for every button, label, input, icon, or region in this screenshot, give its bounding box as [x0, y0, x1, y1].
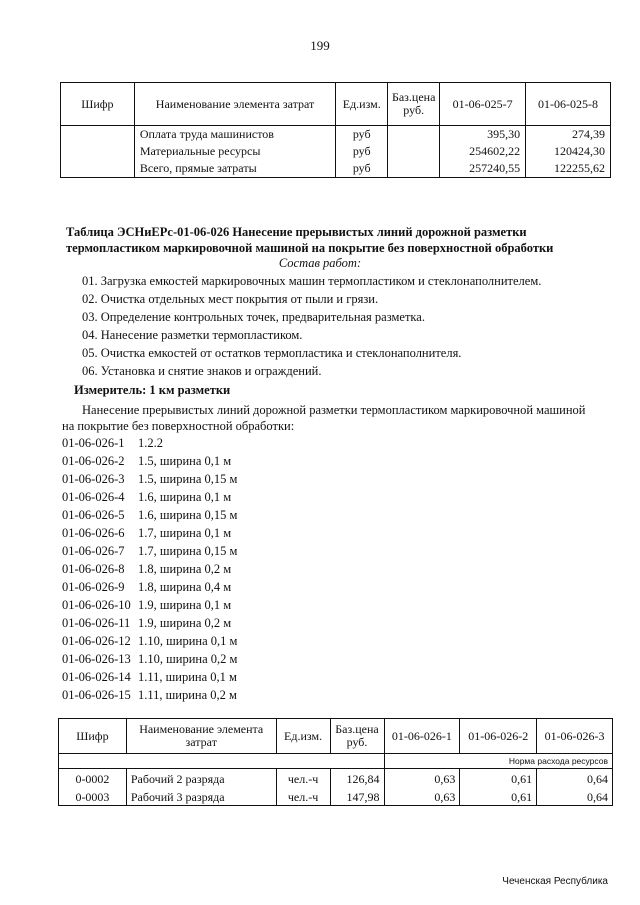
list-item	[62, 598, 231, 613]
table-row	[59, 787, 613, 806]
work-item: 03. Определение контрольных точек, предварительная разметка.	[82, 310, 425, 324]
header-code: Шифр	[59, 719, 127, 754]
description-line-1: Нанесение прерывистых линий дорожной разметки термопластиком маркировочной машиной	[82, 403, 586, 417]
row-code: 0-0003	[59, 787, 127, 806]
measure-unit: Измеритель: 1 км разметки	[74, 383, 231, 397]
header-base-price: Баз.цена руб.	[388, 83, 440, 126]
description	[62, 402, 614, 434]
work-item: 05. Очистка емкостей от остатков термопластика и стеклонаполнителя.	[82, 346, 462, 360]
row-name: Рабочий 2 разряда	[126, 769, 276, 788]
code: 01-06-026-7	[62, 544, 125, 558]
code-desc: 1.8, ширина 0,4 м	[138, 580, 232, 594]
list-item	[62, 508, 237, 523]
row-price	[388, 143, 440, 160]
list-item	[62, 562, 231, 577]
norm-label: Норма расхода ресурсов	[384, 754, 613, 769]
header-base-price: Баз.цена руб.	[330, 719, 384, 754]
code: 01-06-026-6	[62, 526, 125, 540]
code: 01-06-026-11	[62, 616, 131, 630]
list-item	[62, 472, 237, 487]
code-desc: 1.5, ширина 0,15 м	[138, 472, 238, 486]
header-unit: Ед.изм.	[336, 83, 388, 126]
resource-table-026	[58, 718, 613, 806]
code-desc: 1.7, ширина 0,15 м	[138, 544, 238, 558]
row-price: 147,98	[330, 787, 384, 806]
page-number: 199	[310, 38, 330, 53]
list-item	[62, 652, 237, 667]
section-subtitle: Состав работ:	[278, 256, 362, 270]
row-value-2: 0,61	[460, 787, 537, 806]
norm-row	[59, 754, 613, 769]
list-item	[62, 688, 237, 703]
code-desc: 1.2.2	[138, 436, 163, 450]
code-desc: 1.10, ширина 0,2 м	[138, 652, 238, 666]
work-item: 01. Загрузка емкостей маркировочных машин термопластиком и стеклонаполнителем.	[82, 274, 542, 288]
header-name: Наименование элемента затрат	[126, 719, 276, 754]
code-desc: 1.7, ширина 0,1 м	[138, 526, 232, 540]
table-header-row	[61, 83, 611, 126]
code: 01-06-026-9	[62, 580, 125, 594]
list-item	[62, 544, 237, 559]
work-item: 06. Установка и снятие знаков и ограждений.	[82, 364, 322, 378]
list-item	[62, 436, 163, 451]
list-item	[62, 670, 237, 685]
header-col-2: 01-06-025-8	[526, 83, 611, 126]
header-col-2: 01-06-026-2	[460, 719, 537, 754]
row-name: Всего, прямые затраты	[134, 160, 335, 178]
row-price: 126,84	[330, 769, 384, 788]
code: 01-06-026-13	[62, 652, 131, 666]
code: 01-06-026-15	[62, 688, 131, 702]
header-col-1: 01-06-025-7	[440, 83, 526, 126]
row-value-1: 0,63	[384, 769, 460, 788]
description-line-2: на покрытие без поверхностной обработки:	[62, 419, 295, 433]
list-item	[62, 616, 231, 631]
code: 01-06-026-8	[62, 562, 125, 576]
cost-table-025	[60, 82, 611, 178]
row-value-2: 274,39	[526, 126, 611, 144]
code-desc: 1.11, ширина 0,1 м	[138, 670, 237, 684]
row-value-1: 254602,22	[440, 143, 526, 160]
section-title	[66, 224, 586, 256]
list-item	[62, 490, 231, 505]
row-value-2: 120424,30	[526, 143, 611, 160]
table-row	[61, 160, 611, 178]
code-desc: 1.11, ширина 0,2 м	[138, 688, 237, 702]
row-unit: чел.-ч	[276, 769, 330, 788]
table-row	[61, 126, 611, 144]
list-item	[62, 634, 237, 649]
row-name: Оплата труда машинистов	[134, 126, 335, 144]
row-value-3: 0,64	[537, 769, 613, 788]
code: 01-06-026-1	[62, 436, 125, 450]
section-title-line-2: термопластиком маркировочной машиной на покрытие без поверхностной обработки	[66, 241, 554, 255]
code-desc: 1.9, ширина 0,2 м	[138, 616, 232, 630]
code-desc: 1.9, ширина 0,1 м	[138, 598, 232, 612]
header-name: Наименование элемента затрат	[134, 83, 335, 126]
row-value-3: 0,64	[537, 787, 613, 806]
row-value-1: 395,30	[440, 126, 526, 144]
row-price	[388, 160, 440, 178]
row-name: Рабочий 3 разряда	[126, 787, 276, 806]
table-row	[59, 769, 613, 788]
code: 01-06-026-3	[62, 472, 125, 486]
table-row	[61, 143, 611, 160]
row-name: Материальные ресурсы	[134, 143, 335, 160]
code: 01-06-026-10	[62, 598, 131, 612]
code-desc: 1.5, ширина 0,1 м	[138, 454, 232, 468]
work-item: 02. Очистка отдельных мест покрытия от пыли и грязи.	[82, 292, 379, 306]
work-item: 04. Нанесение разметки термопластиком.	[82, 328, 303, 342]
row-unit: чел.-ч	[276, 787, 330, 806]
code-desc: 1.6, ширина 0,1 м	[138, 490, 232, 504]
row-value-2: 0,61	[460, 769, 537, 788]
row-unit: руб	[336, 126, 388, 144]
row-value-1: 0,63	[384, 787, 460, 806]
code: 01-06-026-14	[62, 670, 131, 684]
code-desc: 1.10, ширина 0,1 м	[138, 634, 238, 648]
row-value-2: 122255,62	[526, 160, 611, 178]
row-unit: руб	[336, 160, 388, 178]
row-unit: руб	[336, 143, 388, 160]
code: 01-06-026-4	[62, 490, 125, 504]
row-value-1: 257240,55	[440, 160, 526, 178]
row-code: 0-0002	[59, 769, 127, 788]
code: 01-06-026-12	[62, 634, 131, 648]
table-header-row	[59, 719, 613, 754]
code-desc: 1.6, ширина 0,15 м	[138, 508, 238, 522]
footer-region: Чеченская Республика	[502, 876, 608, 887]
code: 01-06-026-5	[62, 508, 125, 522]
row-price	[388, 126, 440, 144]
header-col-1: 01-06-026-1	[384, 719, 460, 754]
code-desc: 1.8, ширина 0,2 м	[138, 562, 232, 576]
list-item	[62, 454, 231, 469]
code: 01-06-026-2	[62, 454, 125, 468]
list-item	[62, 526, 231, 541]
section-title-line-1: Таблица ЭСНиЕРс-01-06-026 Нанесение прерывистых линий дорожной разметки	[66, 225, 527, 239]
header-col-3: 01-06-026-3	[537, 719, 613, 754]
header-code: Шифр	[61, 83, 135, 126]
list-item	[62, 580, 231, 595]
header-unit: Ед.изм.	[276, 719, 330, 754]
